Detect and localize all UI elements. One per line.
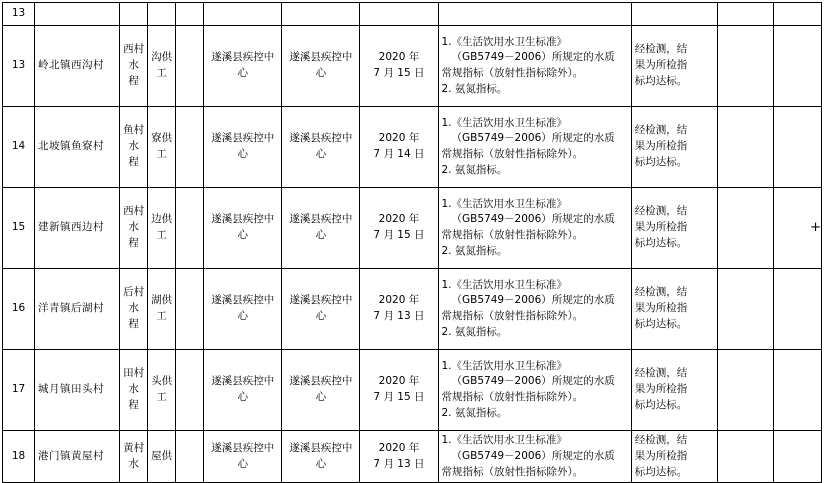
result-line-2: 果为所检指: [634, 221, 688, 234]
result-line-1: 经检测，结: [634, 124, 688, 137]
cell-plant-col2: [148, 431, 176, 483]
cell-plant-col3: [176, 350, 204, 431]
cell-plant-col1: [120, 269, 148, 350]
cell-village: 建新镇西边村: [35, 188, 120, 269]
cell-index-partial: 13: [3, 3, 35, 26]
result-line-1: 经检测，结: [634, 205, 688, 218]
plant-col1-text: 田村水: [123, 367, 145, 396]
cell-plant2-partial: [148, 3, 176, 26]
cell-result: [631, 188, 717, 269]
cell-date: [360, 269, 438, 350]
date-line-1: 2020 年: [378, 132, 420, 145]
date-line-1: 2020 年: [378, 213, 420, 226]
cell-blank1-partial: [717, 3, 773, 26]
result-line-1: 经检测，结: [634, 286, 688, 299]
cell-plant-col1: [120, 350, 148, 431]
cell-index: 15: [3, 188, 35, 269]
date-line-1: 2020 年: [378, 294, 420, 307]
items-line-1: 1.《生活饮用水卫生标准》: [441, 434, 568, 446]
cell-result-partial: [631, 3, 717, 26]
result-line-3: 标均达标。: [634, 74, 688, 87]
cell-sampler-partial: [204, 3, 282, 26]
result-line-1: 经检测，结: [634, 367, 688, 380]
cell-village: 港门镇黄屋村: [35, 431, 120, 483]
result-line-3: 标均达标。: [634, 398, 688, 411]
cell-plant-col2: [148, 269, 176, 350]
margin-plus-marker: +: [810, 220, 821, 235]
cell-result: [631, 26, 717, 107]
cell-date-partial: [360, 3, 438, 26]
date-line-1: 2020 年: [378, 51, 420, 64]
cell-sampling-unit: 遂溪县疾控中心: [204, 350, 282, 431]
cell-date: [360, 350, 438, 431]
cell-sampling-unit: 遂溪县疾控中心: [204, 26, 282, 107]
cell-index: 13: [3, 26, 35, 107]
cell-date: [360, 107, 438, 188]
cell-testing-unit: 遂溪县疾控中心: [282, 269, 360, 350]
result-line-3: 标均达标。: [634, 236, 688, 249]
cell-sampling-unit: 遂溪县疾控中心: [204, 107, 282, 188]
plant-col2-text: 屋供: [151, 449, 173, 462]
plant-col1-text: 西村水: [123, 205, 145, 234]
cell-village: 岭北镇西沟村: [35, 26, 120, 107]
cell-date: [360, 431, 438, 483]
cell-items: [438, 431, 631, 483]
cell-items: [438, 26, 631, 107]
result-line-3: 标均达标。: [634, 465, 688, 478]
cell-index: 18: [3, 431, 35, 483]
cell-items: [438, 188, 631, 269]
cell-plant-col1: [120, 107, 148, 188]
plant-col2-text: 寮供工: [151, 132, 173, 160]
table-row: [3, 107, 822, 188]
items-line-1: 1.《生活饮用水卫生标准》: [441, 35, 568, 48]
plant-col1-text: 鱼村水: [123, 124, 145, 153]
cell-plant-col2: [148, 107, 176, 188]
items-line-3: 常规指标（放射性指标除外）。: [441, 67, 584, 79]
items-line-2: （GB5749－2006）所规定的水质: [451, 449, 615, 462]
cell-testing-unit: 遂溪县疾控中心: [282, 188, 360, 269]
cell-blank1: [717, 107, 773, 188]
cell-village-partial: [35, 3, 120, 26]
plant-col2-text: 边供工: [151, 213, 173, 241]
items-line-4: 2. 氨氮指标。: [441, 244, 508, 257]
cell-blank1: [717, 350, 773, 431]
items-line-3: 常规指标（放射性指标除外）。: [441, 465, 584, 478]
date-line-2: 7 月 14 日: [373, 148, 425, 160]
cell-plant-col3: [176, 431, 204, 483]
cell-result: [631, 431, 717, 483]
items-line-4: 2. 氨氮指标。: [441, 163, 508, 176]
items-line-3: 常规指标（放射性指标除外）。: [441, 148, 584, 160]
cell-plant1-partial: [120, 3, 148, 26]
plant-col1-text: 黄村水: [123, 441, 145, 470]
cell-plant-col1: [120, 431, 148, 483]
cell-items-partial: [438, 3, 631, 26]
items-line-4: 2. 氨氮指标。: [441, 325, 508, 338]
cell-plant-col2: [148, 26, 176, 107]
cell-plant-col3: [176, 26, 204, 107]
result-line-3: 标均达标。: [634, 155, 688, 168]
plant-col2-text: 头供工: [151, 375, 173, 403]
table-row: [3, 431, 822, 483]
items-line-2: （GB5749－2006）所规定的水质: [451, 51, 615, 64]
cell-village: 北坡镇鱼寮村: [35, 107, 120, 188]
items-line-3: 常规指标（放射性指标除外）。: [441, 229, 584, 241]
cell-items: [438, 350, 631, 431]
cell-sampling-unit: 遂溪县疾控中心: [204, 431, 282, 483]
result-line-2: 果为所检指: [634, 302, 688, 315]
cell-date: [360, 26, 438, 107]
result-line-2: 果为所检指: [634, 383, 688, 396]
plant-col2-text: 湖供工: [151, 294, 173, 322]
cell-blank2: [773, 26, 821, 107]
cell-sampling-unit: 遂溪县疾控中心: [204, 188, 282, 269]
plant-col1-text-b: 程: [128, 74, 139, 87]
date-line-2: 7 月 15 日: [373, 229, 425, 241]
cell-blank1: [717, 269, 773, 350]
date-line-2: 7 月 15 日: [373, 391, 425, 403]
items-line-3: 常规指标（放射性指标除外）。: [441, 391, 584, 403]
plant-col2-text: 沟供工: [151, 51, 173, 79]
items-line-2: （GB5749－2006）所规定的水质: [451, 294, 615, 307]
cell-testing-unit: 遂溪县疾控中心: [282, 431, 360, 483]
cell-village: 城月镇田头村: [35, 350, 120, 431]
cell-blank2: [773, 107, 821, 188]
date-line-1: 2020 年: [378, 441, 420, 454]
cell-plant-col3: [176, 269, 204, 350]
cell-plant-col1: [120, 188, 148, 269]
plant-col1-text: 西村水: [123, 43, 145, 72]
cell-tester-partial: [282, 3, 360, 26]
cell-blank1: [717, 26, 773, 107]
date-line-2: 7 月 13 日: [373, 310, 425, 322]
items-line-1: 1.《生活饮用水卫生标准》: [441, 116, 568, 129]
cell-plant-col2: [148, 188, 176, 269]
date-line-2: 7 月 15 日: [373, 67, 425, 79]
cell-date: [360, 188, 438, 269]
cell-result: [631, 350, 717, 431]
cell-plant-col1: [120, 26, 148, 107]
result-line-2: 果为所检指: [634, 59, 688, 72]
plant-col1-text-b: 程: [128, 155, 139, 168]
items-line-1: 1.《生活饮用水卫生标准》: [441, 359, 568, 372]
cell-blank2: [773, 269, 821, 350]
cell-sampling-unit: 遂溪县疾控中心: [204, 269, 282, 350]
result-line-1: 经检测，结: [634, 43, 688, 56]
plant-col1-text: 后村水: [123, 286, 145, 315]
cell-plant-col3: [176, 188, 204, 269]
cell-result: [631, 107, 717, 188]
cell-village: 洋青镇后湖村: [35, 269, 120, 350]
plant-col1-text-b: 程: [128, 317, 139, 330]
cell-index: 16: [3, 269, 35, 350]
plant-col1-text-b: 程: [128, 236, 139, 249]
cell-plant-col3: [176, 107, 204, 188]
cell-index: 14: [3, 107, 35, 188]
cell-items: [438, 269, 631, 350]
result-line-2: 果为所检指: [634, 140, 688, 153]
table-row: [3, 269, 822, 350]
table-row: [3, 350, 822, 431]
date-line-2: 7 月 13 日: [373, 457, 425, 470]
items-line-2: （GB5749－2006）所规定的水质: [451, 213, 615, 226]
date-line-1: 2020 年: [378, 375, 420, 388]
items-line-2: （GB5749－2006）所规定的水质: [451, 375, 615, 388]
cell-blank2-partial: [773, 3, 821, 26]
items-line-2: （GB5749－2006）所规定的水质: [451, 132, 615, 145]
cell-items: [438, 107, 631, 188]
items-line-1: 1.《生活饮用水卫生标准》: [441, 197, 568, 210]
document-page: [0, 2, 824, 478]
table-row: [3, 3, 822, 26]
result-line-2: 果为所检指: [634, 449, 688, 462]
cell-index: 17: [3, 350, 35, 431]
water-quality-table: [2, 2, 822, 483]
items-line-3: 常规指标（放射性指标除外）。: [441, 310, 584, 322]
cell-testing-unit: 遂溪县疾控中心: [282, 107, 360, 188]
cell-result: [631, 269, 717, 350]
cell-blank2: [773, 431, 821, 483]
cell-testing-unit: 遂溪县疾控中心: [282, 26, 360, 107]
cell-blank1: [717, 431, 773, 483]
plant-col1-text-b: 程: [128, 398, 139, 411]
result-line-3: 标均达标。: [634, 317, 688, 330]
cell-plant3-partial: [176, 3, 204, 26]
table-row: [3, 188, 822, 269]
items-line-4: 2. 氨氮指标。: [441, 82, 508, 95]
items-line-1: 1.《生活饮用水卫生标准》: [441, 278, 568, 291]
items-line-4: 2. 氨氮指标。: [441, 406, 508, 419]
cell-testing-unit: 遂溪县疾控中心: [282, 350, 360, 431]
result-line-1: 经检测，结: [634, 434, 688, 446]
table-row: [3, 26, 822, 107]
cell-plant-col2: [148, 350, 176, 431]
cell-blank1: [717, 188, 773, 269]
cell-blank2: [773, 350, 821, 431]
